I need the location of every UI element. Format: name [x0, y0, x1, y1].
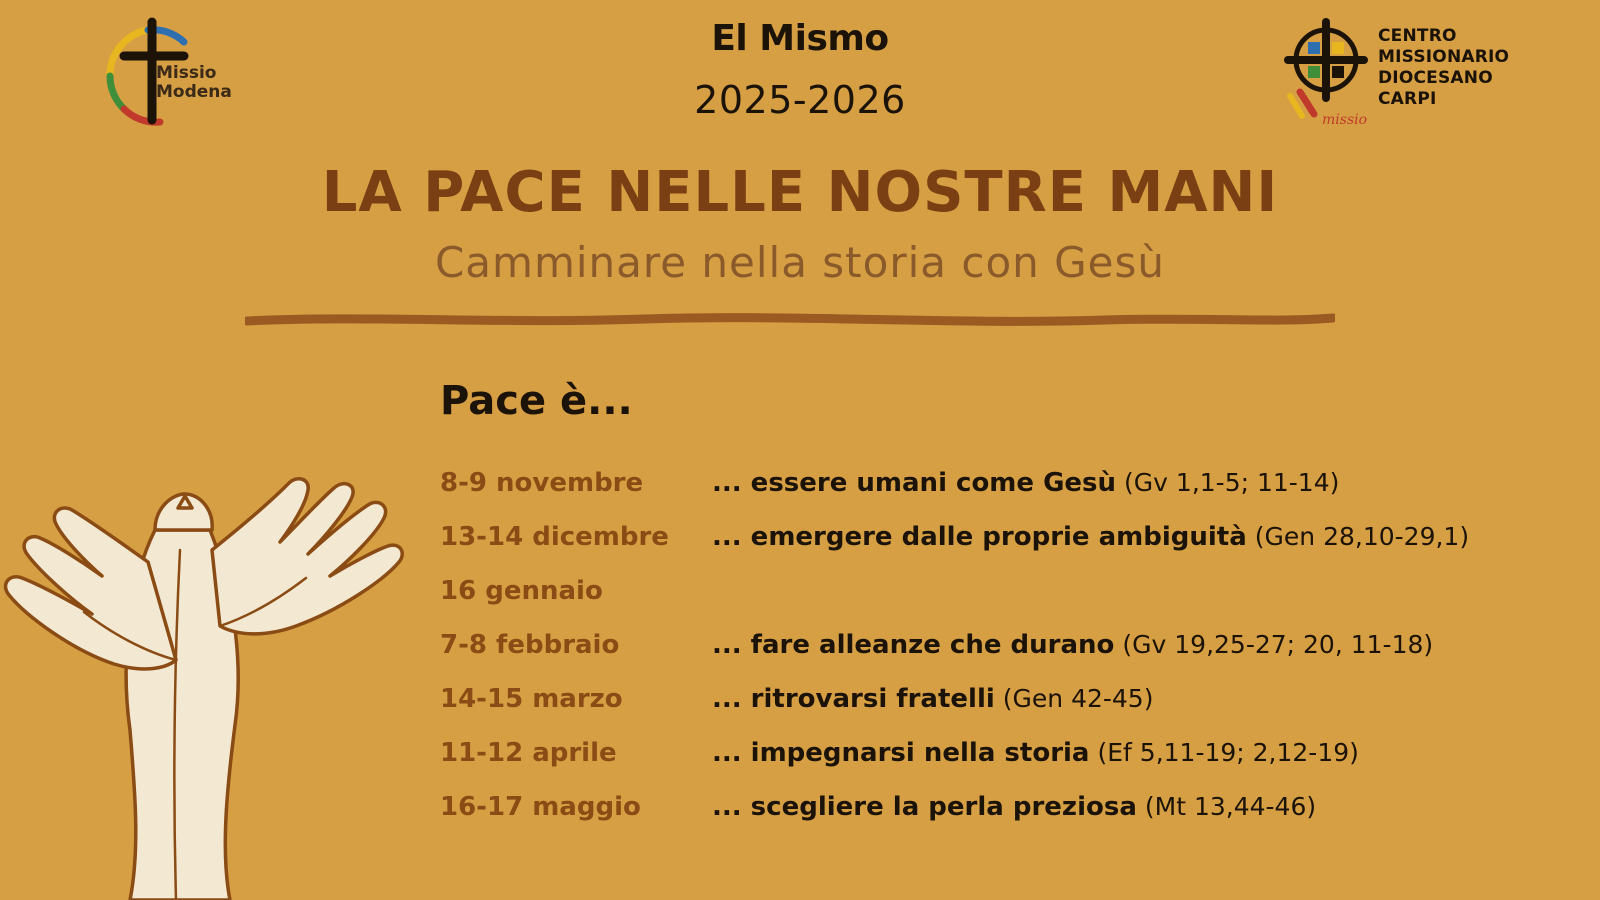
dove-hands-illustration: [0, 430, 420, 900]
schedule-date: 14-15 marzo: [440, 684, 623, 714]
brand-years: 2025-2026: [694, 78, 906, 122]
schedule-date: 16 gennaio: [440, 576, 603, 606]
carpi-cross-icon: [1280, 14, 1376, 124]
brand-name: El Mismo: [711, 18, 889, 59]
missio-modena-line1: Missio: [156, 63, 217, 83]
carpi-line3: DIOCESANO: [1378, 68, 1493, 88]
centro-missionario-carpi-logo: [1280, 14, 1510, 136]
carpi-missio-word: missio: [1322, 112, 1368, 128]
list-item: [440, 576, 1570, 630]
brush-divider: [245, 312, 1335, 328]
schedule-reference: (Ef 5,11-19; 2,12-19): [1097, 738, 1359, 767]
dove-icon: [0, 430, 420, 900]
carpi-logo-text: [1378, 26, 1509, 110]
carpi-line1: CENTRO: [1378, 26, 1457, 46]
poster-header: [0, 0, 1600, 150]
divider-stroke-icon: [245, 312, 1335, 328]
schedule-description: ... ritrovarsi fratelli: [712, 684, 995, 714]
schedule-reference: (Gv 1,1-5; 11-14): [1124, 468, 1340, 497]
list-item: [440, 468, 1570, 522]
schedule-description: ... fare alleanze che durano: [712, 630, 1115, 660]
page-title: LA PACE NELLE NOSTRE MANI: [321, 160, 1279, 225]
schedule-date: 16-17 maggio: [440, 792, 641, 822]
page-subtitle: Camminare nella storia con Gesù: [434, 238, 1166, 287]
list-item: [440, 738, 1570, 792]
schedule-reference: (Gv 19,25-27; 20, 11-18): [1122, 630, 1434, 659]
schedule-date: 8-9 novembre: [440, 468, 644, 498]
carpi-line4: CARPI: [1378, 89, 1437, 109]
list-item: [440, 522, 1570, 576]
schedule-reference: (Gen 42-45): [1002, 684, 1154, 713]
schedule-description: ... impegnarsi nella storia: [712, 738, 1090, 768]
schedule-description: ... scegliere la perla preziosa: [712, 792, 1137, 822]
schedule-date: 7-8 febbraio: [440, 630, 620, 660]
list-item: [440, 684, 1570, 738]
carpi-line2: MISSIONARIO: [1378, 47, 1510, 67]
schedule-description: ... essere umani come Gesù: [712, 468, 1117, 498]
schedule-description: ... emergere dalle proprie ambiguità: [712, 522, 1247, 552]
missio-modena-line2: Modena: [156, 82, 232, 102]
schedule-reference: (Mt 13,44-46): [1144, 792, 1317, 821]
schedule-date: 11-12 aprile: [440, 738, 617, 768]
schedule-date: 13-14 dicembre: [440, 522, 669, 552]
section-heading: Pace è...: [440, 378, 633, 424]
list-item: [440, 792, 1570, 846]
schedule-list: [440, 468, 1570, 846]
schedule-reference: (Gen 28,10-29,1): [1254, 522, 1470, 551]
list-item: [440, 630, 1570, 684]
